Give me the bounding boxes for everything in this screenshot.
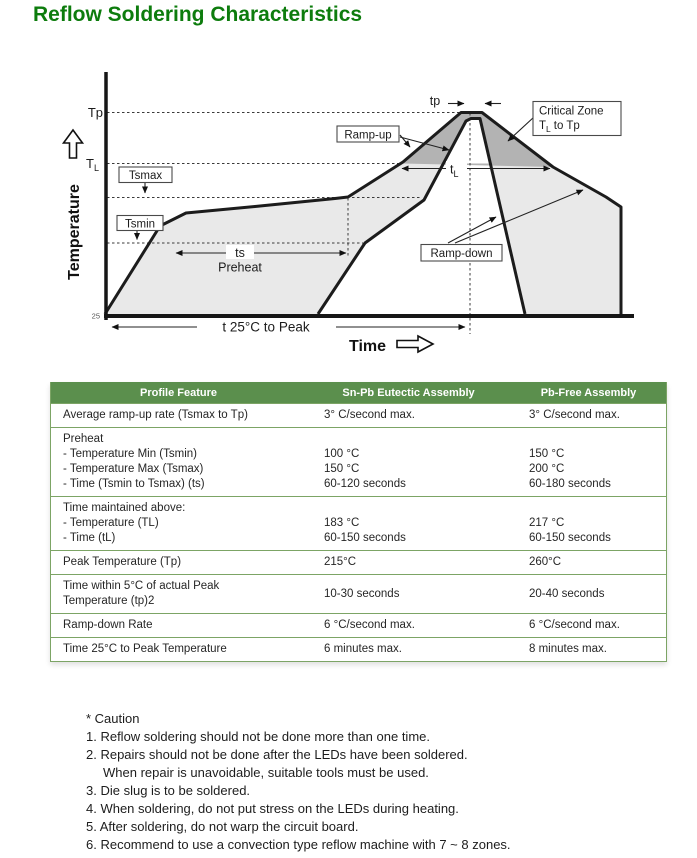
header-profile-feature: Profile Feature — [139, 386, 218, 399]
cell-line: 3° C/second max. — [324, 409, 415, 421]
x-axis-label: Time — [349, 338, 387, 355]
caution-notes — [86, 710, 511, 854]
cell-line: 60-120 seconds — [324, 478, 406, 490]
caution-item: 4. When soldering, do not put stress on the LEDs during heating. — [86, 801, 459, 816]
cell-line: 60-150 seconds — [324, 532, 406, 544]
cell-line: Preheat — [63, 433, 104, 445]
caution-item: 3. Die slug is to be soldered. — [86, 783, 251, 798]
cell-line: Time maintained above: — [63, 502, 186, 514]
cell-line: 60-150 seconds — [529, 532, 611, 544]
cell-line: Ramp-down Rate — [63, 619, 153, 631]
tsmax-label: Tsmax — [128, 170, 163, 182]
cell-line: 20-40 seconds — [529, 587, 605, 600]
table-row — [51, 550, 666, 574]
cell-line — [529, 432, 666, 447]
cell-line: 8 minutes max. — [529, 643, 607, 655]
temperature-up-arrow-icon — [64, 130, 83, 158]
cell-line: - Time (Tsmin to Tsmax) (ts) — [63, 478, 205, 490]
page-title: Reflow Soldering Characteristics — [33, 3, 363, 26]
cell-line: 60-180 seconds — [529, 478, 611, 490]
table-header-row — [51, 382, 666, 403]
critical-zone-region — [403, 113, 553, 167]
preheat-label: Preheat — [218, 260, 262, 275]
caution-item: 6. Recommend to use a convection type reflow machine with 7 ~ 8 zones. — [86, 837, 511, 852]
table-row — [51, 496, 666, 550]
cell-line — [324, 432, 511, 447]
ramp-up-arrow-1 — [400, 135, 410, 147]
cell-line — [324, 501, 511, 516]
critical-zone-label-line1: Critical Zone — [539, 105, 604, 118]
origin-tick-label: 25 — [91, 311, 100, 321]
cell-line: 150 °C — [529, 448, 565, 460]
cell-line: 10-30 seconds — [324, 587, 400, 600]
cell-line: Time 25°C to Peak Temperature — [63, 643, 227, 655]
ts-label: ts — [235, 246, 245, 260]
cell-line: - Time (tL) — [63, 532, 116, 544]
table-row — [51, 637, 666, 661]
cell-line: 150 °C — [324, 463, 360, 475]
cell-line: 6 °C/second max. — [529, 619, 620, 631]
tp-tick-label: Tp — [87, 105, 103, 120]
tl-time-label: $t_L$ — [450, 162, 459, 179]
caution-item-continuation: When repair is unavoidable, suitable tools must be used. — [103, 765, 429, 780]
header-pbfree-assembly: Pb-Free Assembly — [540, 386, 637, 399]
cell-line: 200 °C — [529, 463, 565, 475]
ramp-down-arrow-1 — [448, 217, 496, 243]
table-row — [51, 403, 666, 427]
cell-line: Temperature (tp)2 — [63, 595, 155, 607]
cell-line: 3° C/second max. — [529, 409, 620, 421]
y-axis-label: Temperature — [66, 184, 83, 280]
caution-item: 5. After soldering, do not warp the circuit board. — [86, 819, 359, 834]
header-snpb-assembly: Sn-Pb Eutectic Assembly — [342, 386, 475, 399]
time-to-peak-label: t 25°C to Peak — [222, 319, 310, 335]
critical-zone-arrow — [508, 117, 534, 141]
cell-line: 217 °C — [529, 517, 565, 529]
cell-line: 6 °C/second max. — [324, 619, 415, 631]
tl-tick-label: $T_L$ — [86, 156, 99, 173]
cell-line: Average ramp-up rate (Tsmax to Tp) — [63, 409, 248, 421]
reflow-profile-diagram — [0, 0, 697, 378]
ramp-down-label: Ramp-down — [430, 248, 493, 260]
cell-line: 100 °C — [324, 448, 360, 460]
table-row — [51, 574, 666, 613]
table-row — [51, 613, 666, 637]
tsmin-label: Tsmin — [124, 218, 156, 231]
ramp-up-label: Ramp-up — [344, 129, 392, 142]
cell-line: - Temperature Min (Tsmin) — [63, 448, 197, 460]
critical-zone-label-line2: $T_L$ to Tp — [539, 120, 580, 134]
reflow-profile-table — [50, 382, 667, 662]
caution-item: 1. Reflow soldering should not be done more than one time. — [86, 729, 430, 744]
time-right-arrow-icon — [397, 336, 433, 352]
cell-line: Peak Temperature (Tp) — [63, 556, 182, 568]
cell-line: 183 °C — [324, 517, 360, 529]
cell-line — [529, 501, 666, 516]
caution-heading: * Caution — [86, 711, 140, 726]
cell-line: - Temperature (TL) — [63, 517, 159, 529]
cell-line: 260°C — [529, 556, 562, 568]
cell-line: - Temperature Max (Tsmax) — [63, 463, 204, 475]
table-row — [51, 427, 666, 496]
cell-line: 215°C — [324, 556, 357, 568]
peak-width-label: tp — [429, 94, 441, 108]
caution-item: 2. Repairs should not be done after the LEDs have been soldered. — [86, 747, 468, 762]
cell-line: 6 minutes max. — [324, 643, 402, 655]
cell-line: Time within 5°C of actual Peak — [63, 580, 220, 592]
